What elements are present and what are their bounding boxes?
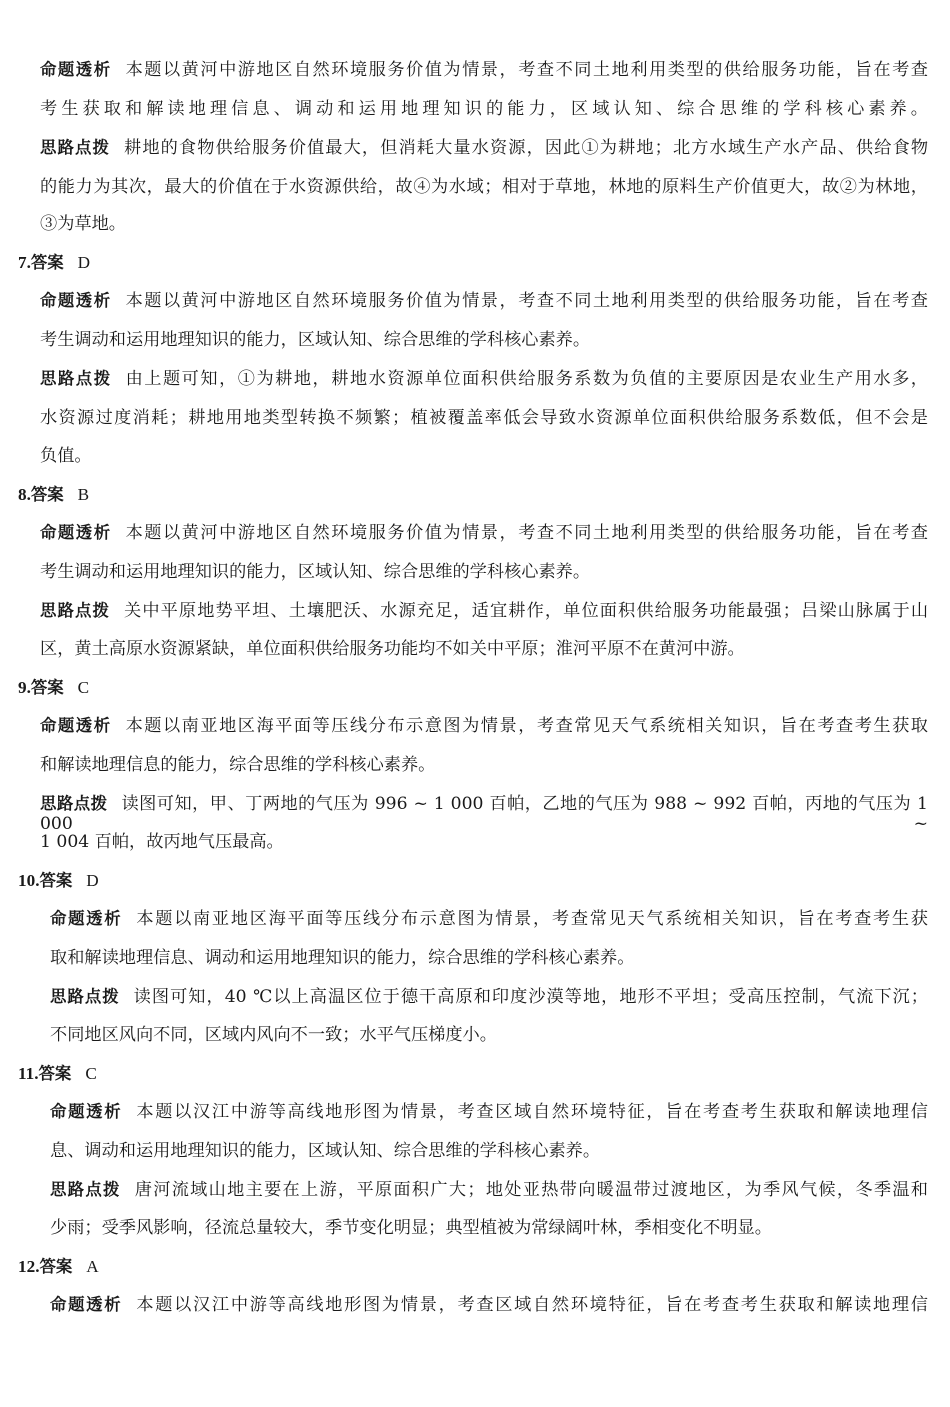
hint-line — [50, 1180, 928, 1200]
hint-line — [40, 408, 928, 428]
answer-line — [18, 1257, 99, 1277]
hint-text: 水资源过度消耗；耕地用地类型转换不频繁；植被覆盖率低会导致水资源单位面积供给服务系数低，但不会是 — [40, 408, 928, 428]
hint-text: 读图可知，40 ℃以上高温区位于德干高原和印度沙漠等地，地形不平坦；受高压控制，气流下沉； — [133, 987, 928, 1007]
answer-label: 答案 — [39, 1257, 73, 1276]
hint-label: 思路点拨 — [50, 987, 120, 1006]
analysis-line — [50, 948, 634, 968]
answer-label: 答案 — [39, 871, 73, 890]
analysis-line — [40, 99, 928, 119]
hint-label: 思路点拨 — [50, 1180, 121, 1199]
question-number: 8. — [18, 485, 31, 504]
hint-line — [50, 1218, 772, 1238]
analysis-label: 命题透析 — [40, 60, 112, 79]
question-number: 9. — [18, 678, 31, 697]
analysis-text: 考生获取和解读地理信息、调动和运用地理知识的能力，区域认知、综合思维的学科核心素养。 — [40, 99, 928, 119]
hint-line — [50, 987, 928, 1007]
analysis-text: 和解读地理信息的能力，综合思维的学科核心素养。 — [40, 755, 436, 775]
hint-label: 思路点拨 — [40, 794, 108, 813]
analysis-line — [50, 1295, 928, 1315]
analysis-text: 取和解读地理信息、调动和运用地理知识的能力，综合思维的学科核心素养。 — [50, 948, 635, 968]
hint-line — [40, 369, 928, 389]
hint-label: 思路点拨 — [40, 601, 111, 620]
answer-label: 答案 — [38, 1064, 72, 1083]
answer-line — [18, 678, 89, 698]
analysis-text: 考生调动和运用地理知识的能力，区域认知、综合思维的学科核心素养。 — [40, 330, 591, 350]
analysis-label: 命题透析 — [40, 523, 112, 542]
analysis-text: 本题以黄河中游地区自然环境服务价值为情景，考查不同土地利用类型的供给服务功能，旨在考查 — [125, 523, 928, 543]
hint-line — [40, 794, 928, 834]
hint-label: 思路点拨 — [40, 138, 111, 157]
answer-letter: C — [85, 1064, 97, 1083]
analysis-label: 命题透析 — [40, 291, 112, 310]
analysis-text: 本题以南亚地区海平面等压线分布示意图为情景，考查常见天气系统相关知识，旨在考查考生获 — [136, 909, 928, 929]
analysis-line — [50, 1141, 600, 1161]
answer-letter: C — [77, 678, 90, 697]
answer-label: 答案 — [30, 253, 64, 272]
answer-line — [18, 871, 99, 891]
analysis-label: 命题透析 — [50, 1102, 123, 1121]
hint-text: 负值。 — [40, 446, 92, 466]
analysis-text: 本题以汉江中游等高线地形图为情景，考查区域自然环境特征，旨在考查考生获取和解读地理信 — [136, 1102, 928, 1122]
analysis-text: 本题以黄河中游地区自然环境服务价值为情景，考查不同土地利用类型的供给服务功能，旨在考查 — [125, 291, 928, 311]
hint-text: 1 004 百帕，故丙地气压最高。 — [40, 832, 284, 852]
hint-line — [40, 832, 284, 852]
hint-text: ③为草地。 — [40, 214, 126, 234]
analysis-text: 本题以汉江中游等高线地形图为情景，考查区域自然环境特征，旨在考查考生获取和解读地理信 — [136, 1295, 928, 1315]
question-number: 12. — [18, 1257, 40, 1276]
hint-line — [40, 639, 745, 659]
analysis-text: 本题以南亚地区海平面等压线分布示意图为情景，考查常见天气系统相关知识，旨在考查考生获取 — [125, 716, 928, 736]
hint-line — [40, 177, 928, 197]
hint-text: 由上题可知，①为耕地，耕地水资源单位面积供给服务系数为负值的主要原因是农业生产用水多， — [125, 369, 928, 389]
analysis-line — [40, 562, 590, 582]
hint-text: 的能力为其次，最大的价值在于水资源供给，故④为水域；相对于草地，林地的原料生产价值更大，故②为林地， — [40, 177, 928, 197]
analysis-label: 命题透析 — [50, 1295, 123, 1314]
analysis-line — [50, 909, 928, 929]
analysis-line — [40, 330, 590, 350]
answer-letter: B — [77, 485, 90, 504]
hint-text: 不同地区风向不同，区域内风向不一致；水平气压梯度小。 — [50, 1025, 497, 1045]
analysis-line — [40, 60, 928, 80]
hint-text: 少雨；受季风影响，径流总量较大，季节变化明显；典型植被为常绿阔叶林，季相变化不明显。 — [50, 1218, 772, 1238]
answer-line — [18, 1064, 97, 1084]
hint-line — [40, 601, 928, 621]
hint-line — [40, 446, 92, 466]
answer-label: 答案 — [30, 678, 64, 697]
hint-text: 读图可知，甲、丁两地的气压为 996 ~ 1 000 百帕，乙地的气压为 988 ~ 992 百帕，丙地的气压为 1 000 ~ — [40, 794, 928, 834]
analysis-label: 命题透析 — [40, 716, 112, 735]
hint-text: 关中平原地势平坦、土壤肥沃、水源充足，适宜耕作，单位面积供给服务功能最强；吕梁山脉属于山 — [124, 601, 929, 621]
analysis-line — [40, 716, 928, 736]
answer-line — [18, 485, 89, 505]
analysis-line — [40, 755, 435, 775]
hint-text: 唐河流域山地主要在上游，平原面积广大；地处亚热带向暖温带过渡地区，为季风气候，冬季温和 — [134, 1180, 928, 1200]
analysis-label: 命题透析 — [50, 909, 123, 928]
analysis-text: 考生调动和运用地理知识的能力，区域认知、综合思维的学科核心素养。 — [40, 562, 591, 582]
answer-line — [18, 253, 90, 273]
answer-letter: A — [86, 1257, 99, 1276]
hint-text: 区，黄土高原水资源紧缺，单位面积供给服务功能均不如关中平原；淮河平原不在黄河中游。 — [40, 639, 745, 659]
answer-letter: D — [86, 871, 99, 890]
answer-letter: D — [77, 253, 91, 272]
question-number: 7. — [18, 253, 31, 272]
hint-line — [40, 138, 928, 158]
question-number: 10. — [18, 871, 40, 890]
hint-text: 耕地的食物供给服务价值最大，但消耗大量水资源，因此①为耕地；北方水域生产水产品、供给食物 — [124, 138, 929, 158]
answer-label: 答案 — [30, 485, 64, 504]
hint-line — [40, 214, 126, 234]
hint-line — [50, 1025, 497, 1045]
analysis-text: 本题以黄河中游地区自然环境服务价值为情景，考查不同土地利用类型的供给服务功能，旨在考查 — [125, 60, 928, 80]
analysis-line — [50, 1102, 928, 1122]
hint-label: 思路点拨 — [40, 369, 112, 388]
analysis-line — [40, 523, 928, 543]
analysis-text: 息、调动和运用地理知识的能力，区域认知、综合思维的学科核心素养。 — [50, 1141, 601, 1161]
question-number: 11. — [18, 1064, 39, 1083]
analysis-line — [40, 291, 928, 311]
